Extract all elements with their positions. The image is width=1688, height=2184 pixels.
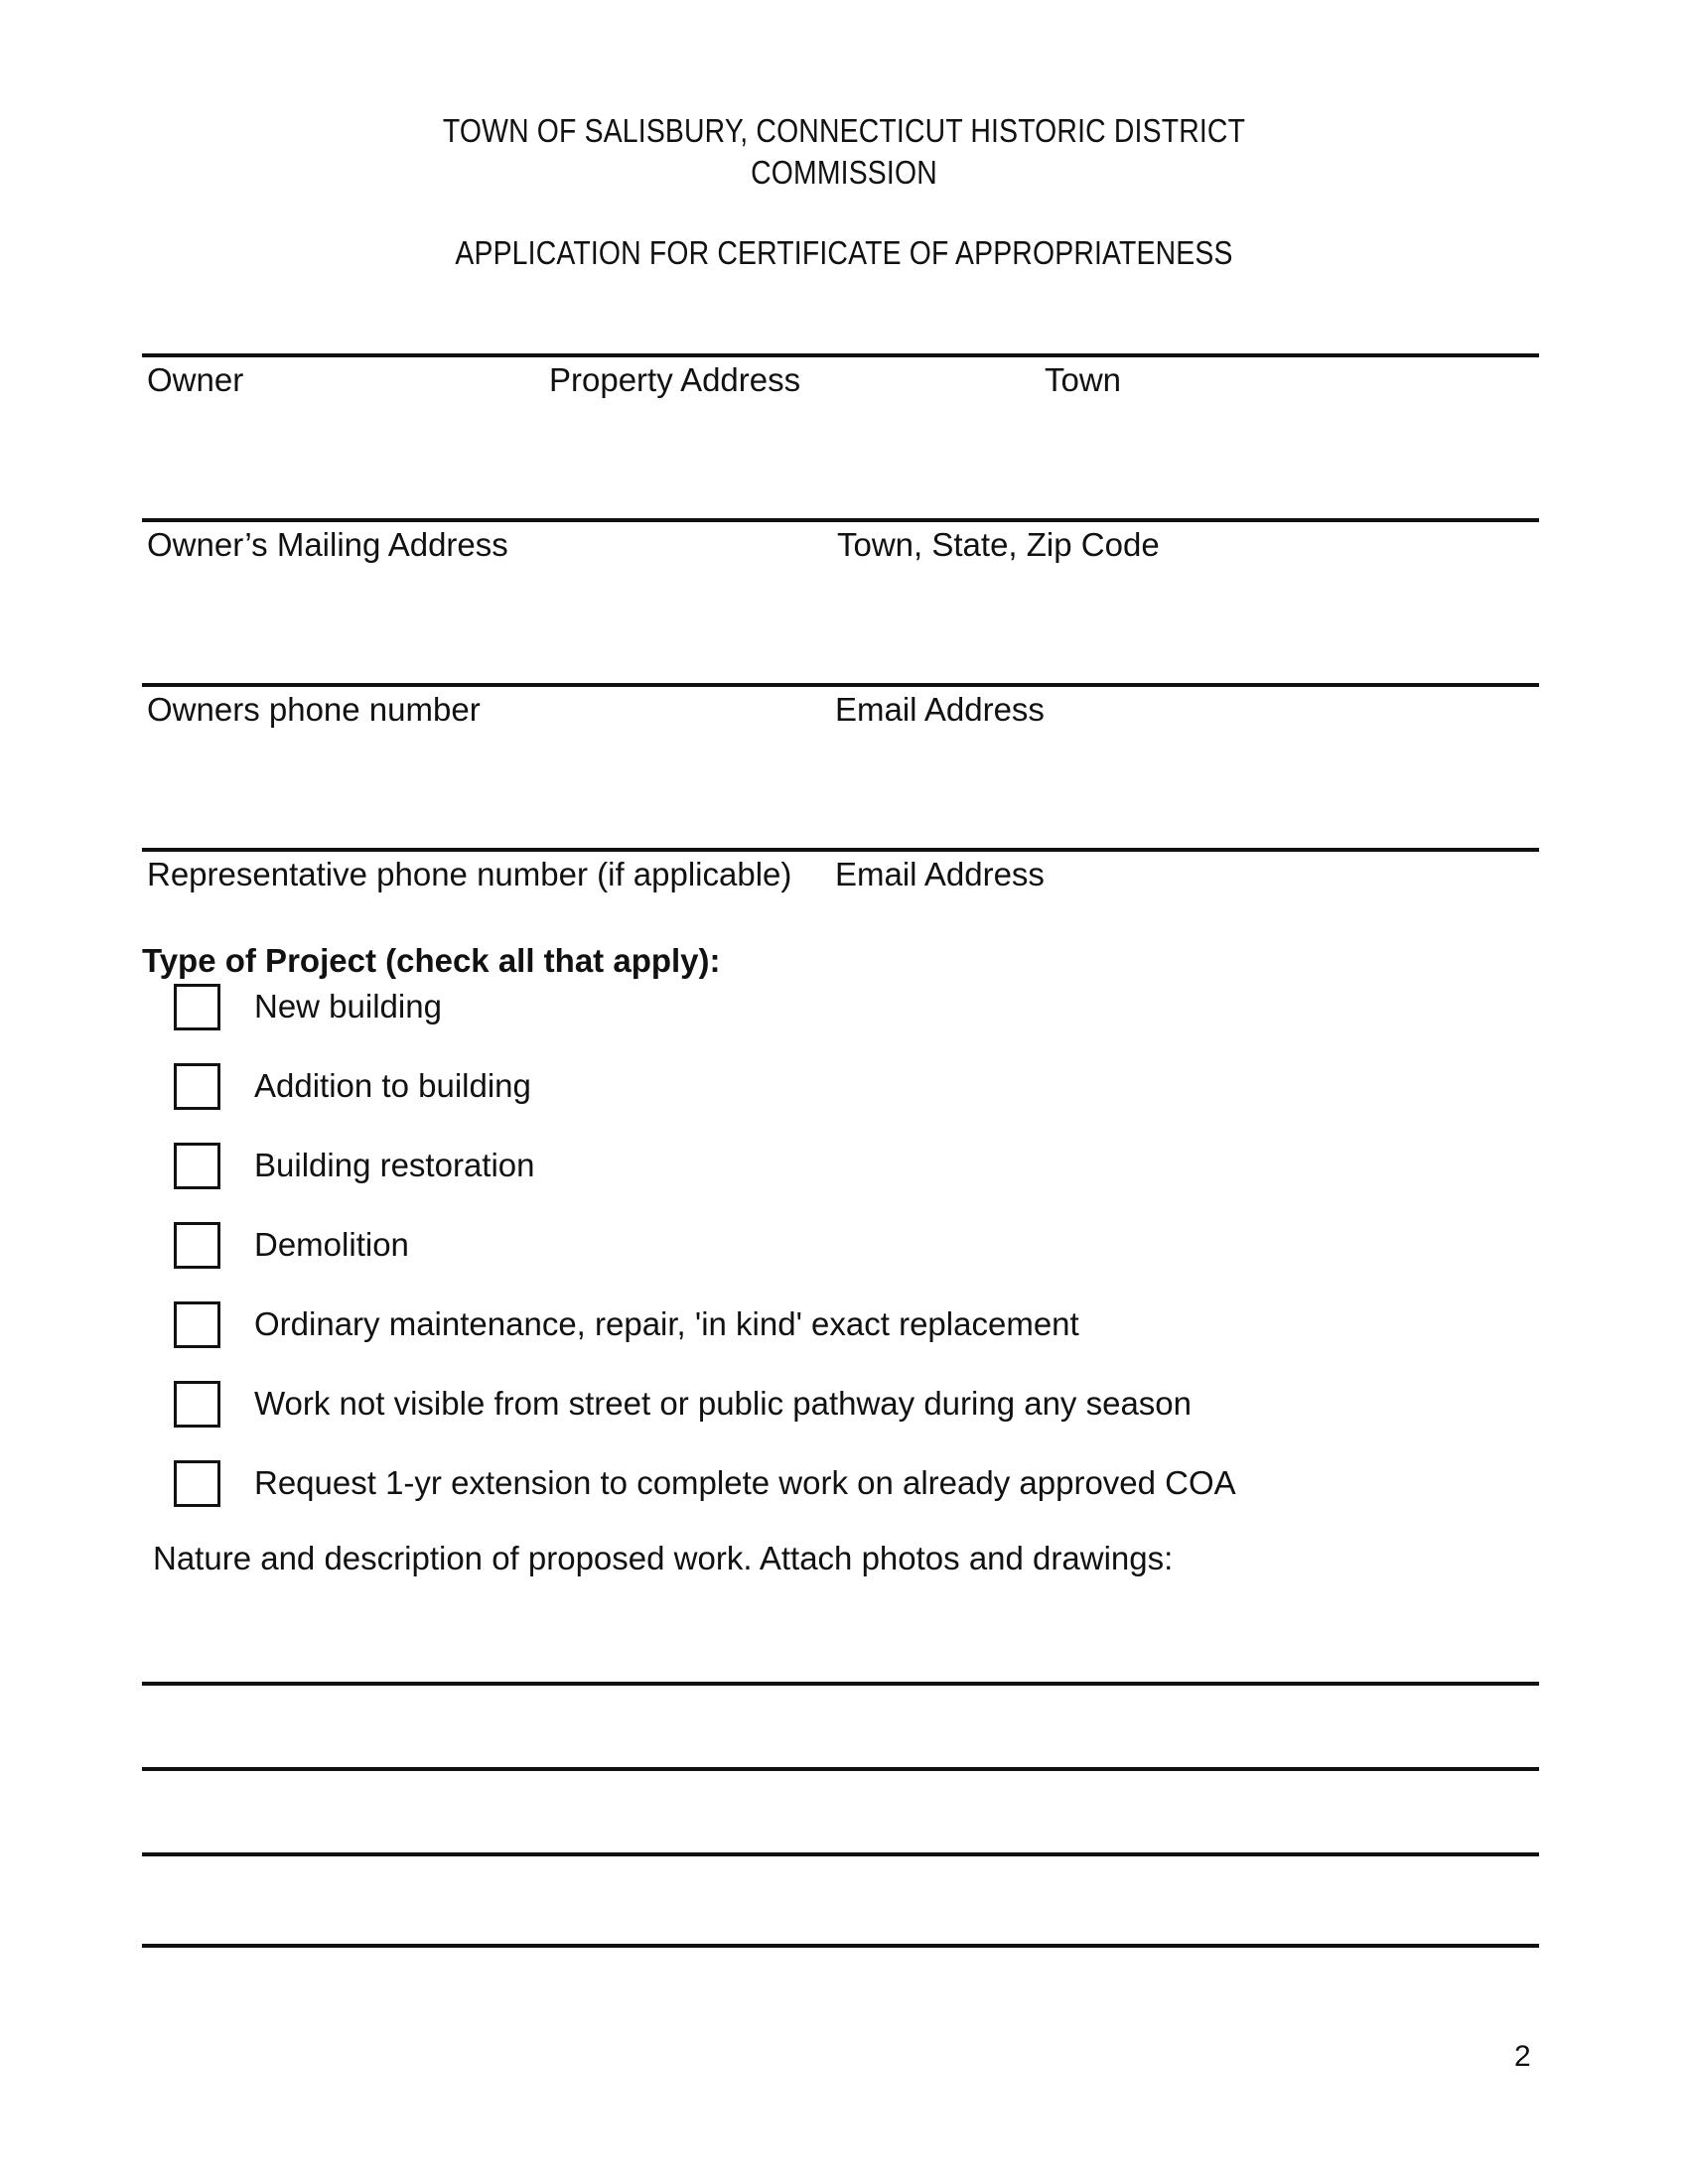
commission-title-line1: TOWN OF SALISBURY, CONNECTICUT HISTORIC DISTRICT <box>442 112 1246 149</box>
description-prompt: Nature and description of proposed work. Attach photos and drawings: <box>153 1540 1174 1576</box>
addition-to-building-checkbox[interactable] <box>174 1063 220 1110</box>
commission-title-line2: COMMISSION <box>751 154 937 191</box>
extension-request-label: Request 1-yr extension to complete work on already approved COA <box>254 1464 1236 1501</box>
property-address-label: Property Address <box>549 361 801 398</box>
owner-phone-row-line[interactable] <box>142 683 1539 687</box>
description-line-1[interactable] <box>142 1682 1539 1686</box>
ordinary-maintenance-checkbox[interactable] <box>174 1301 220 1348</box>
work-not-visible-checkbox[interactable] <box>174 1381 220 1428</box>
page-number: 2 <box>1514 2040 1531 2073</box>
new-building-checkbox[interactable] <box>174 984 220 1030</box>
work-not-visible-label: Work not visible from street or public pathway during any season <box>254 1385 1193 1422</box>
owner-label: Owner <box>147 361 244 398</box>
owner-row-line[interactable] <box>142 353 1539 357</box>
owner-email-label: Email Address <box>835 691 1045 728</box>
town-label: Town <box>1045 361 1122 398</box>
rep-phone-label: Representative phone number (if applicable) <box>147 856 792 892</box>
addition-to-building-label: Addition to building <box>254 1067 531 1104</box>
demolition-checkbox[interactable] <box>174 1222 220 1269</box>
form-title: APPLICATION FOR CERTIFICATE OF APPROPRIATENESS <box>455 234 1233 271</box>
extension-request-checkbox[interactable] <box>174 1460 220 1507</box>
town-state-zip-label: Town, State, Zip Code <box>837 526 1160 563</box>
mailing-address-row-line[interactable] <box>142 518 1539 522</box>
building-restoration-label: Building restoration <box>254 1147 535 1183</box>
project-type-heading: Type of Project (check all that apply): <box>142 942 721 979</box>
new-building-label: New building <box>254 988 442 1024</box>
mailing-address-label: Owner’s Mailing Address <box>147 526 508 563</box>
description-line-4[interactable] <box>142 1944 1539 1948</box>
ordinary-maintenance-label: Ordinary maintenance, repair, 'in kind' exact replacement <box>254 1305 1079 1342</box>
rep-phone-row-line[interactable] <box>142 848 1539 852</box>
building-restoration-checkbox[interactable] <box>174 1143 220 1189</box>
rep-email-label: Email Address <box>835 856 1045 892</box>
description-line-2[interactable] <box>142 1767 1539 1771</box>
description-line-3[interactable] <box>142 1852 1539 1856</box>
owner-phone-label: Owners phone number <box>147 691 481 728</box>
demolition-label: Demolition <box>254 1226 409 1263</box>
